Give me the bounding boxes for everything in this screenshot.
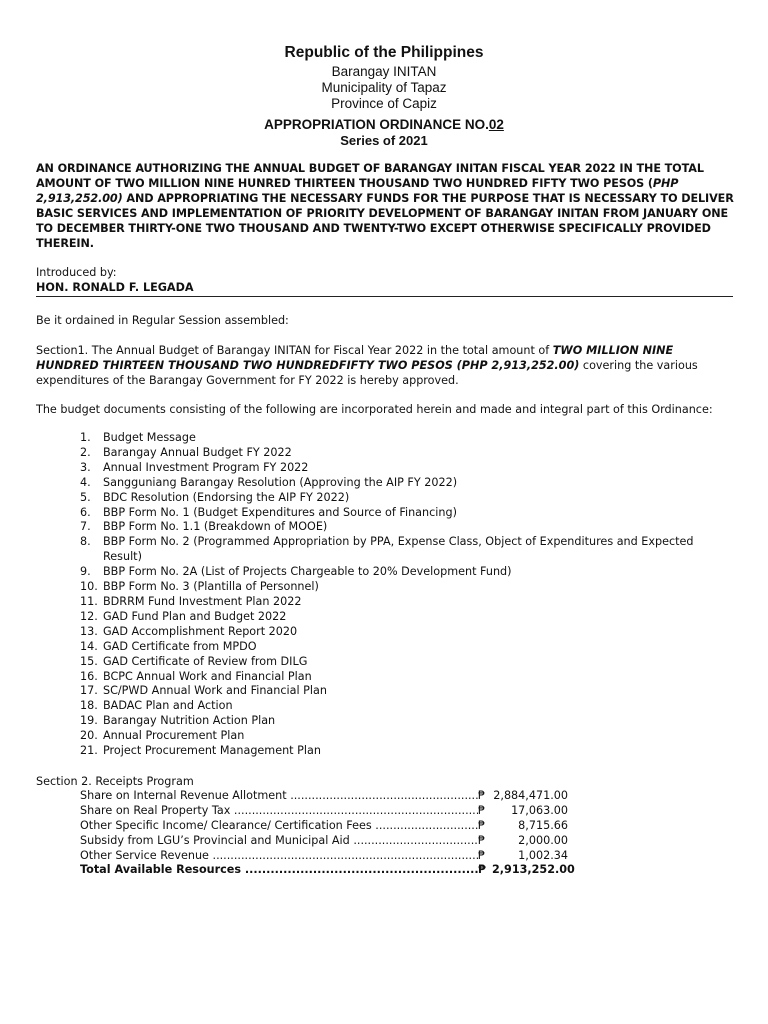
amount-value: 8,715.66	[518, 818, 568, 832]
peso-sign: ₱	[478, 818, 486, 832]
list-item-text: Barangay Annual Budget FY 2022	[103, 445, 292, 459]
ordinance-title	[0, 117, 768, 132]
section-1-text-2: covering the various expenditures of the Barangay Government for FY 2022 is hereby approved.	[36, 359, 698, 387]
receipts-row	[80, 849, 600, 864]
introduced-by-label: Introduced by:	[36, 266, 117, 279]
list-item-text: BBP Form No. 2 (Programmed Appropriation by PPA, Expense Class, Object of Expenditures and Expected Result)	[103, 535, 694, 564]
receipts-label: Other Specific Income/ Clearance/ Certification Fees .....	[80, 819, 480, 834]
document-list-item	[80, 684, 720, 699]
list-item-text: GAD Accomplishment Report 2020	[103, 624, 298, 638]
preamble-amount: PHP 2,913,252.00)	[36, 177, 679, 205]
province-heading: Province of Capiz	[331, 96, 437, 111]
receipts-total-row	[80, 863, 600, 878]
document-list-item	[80, 446, 720, 461]
amount-value: 2,913,252.00	[492, 863, 575, 877]
country-heading: Republic of the Philippines	[284, 44, 484, 61]
list-item-number: 14.	[80, 639, 98, 653]
ordained-statement: Be it ordained in Regular Session assembled:	[36, 314, 289, 327]
list-item-text: Budget Message	[103, 431, 196, 444]
ordinance-series: Series of 2021	[340, 133, 428, 148]
section-1-text-1: Section1. The Annual Budget of Barangay INITAN for Fiscal Year 2022 in the total amount of	[36, 344, 553, 357]
amount-value: 2,000.00	[518, 833, 568, 847]
list-item-text: SC/PWD Annual Work and Financial Plan	[103, 684, 327, 698]
document-list-item	[80, 431, 720, 446]
peso-sign: ₱	[478, 848, 486, 862]
document-list-item	[80, 729, 720, 744]
document-list-item	[80, 535, 720, 565]
list-item-text: BBP Form No. 2A (List of Projects Chargeable to 20% Development Fund)	[103, 565, 512, 579]
preamble-text-2: AND APPROPRIATING THE NECESSARY FUNDS FOR THE PURPOSE THAT IS NECESSARY TO DELIVER BASIC SERVICES AND IMPLEMENTATION OF PRIORITY DEVELOPMENT OF BARANGAY INITAN FROM JANUARY ONE TO DECEMBER THIRTY-ONE TWO THOUSAND AND TWENTY-TWO EXCEPT OTHERWISE SPECIFICALLY PROVIDED THEREIN.	[36, 192, 734, 250]
list-item-number: 10.	[80, 580, 98, 594]
list-item-number: 6.	[80, 505, 91, 519]
introduced-by-name: HON. RONALD F. LEGADA	[36, 281, 194, 294]
list-item-text: BBP Form No. 1.1 (Breakdown of MOOE)	[103, 520, 328, 534]
list-item-number: 19.	[80, 714, 98, 728]
document-list-item	[80, 595, 720, 610]
municipality-heading: Municipality of Tapaz	[321, 80, 447, 95]
receipts-amount	[478, 819, 574, 834]
receipts-label: Share on Real Property Tax .....	[80, 804, 480, 819]
list-item-number: 15.	[80, 654, 98, 668]
list-item-text: BADAC Plan and Action	[103, 699, 233, 713]
ordinance-number: 02	[488, 117, 504, 132]
list-item-text: Annual Procurement Plan	[103, 729, 245, 743]
barangay-heading: Barangay INITAN	[331, 64, 437, 79]
document-list-item	[80, 714, 720, 729]
list-item-text: Barangay Nutrition Action Plan	[103, 714, 276, 728]
receipts-label: Share on Internal Revenue Allotment .....	[80, 789, 480, 804]
section-1-amount-words: TWO MILLION NINE HUNDRED THIRTEEN THOUSAND TWO HUNDREDFIFTY TWO PESOS (PHP 2,913,252.00)	[36, 344, 674, 372]
list-item-text: BBP Form No. 3 (Plantilla of Personnel)	[103, 580, 319, 594]
list-item-number: 21.	[80, 744, 98, 758]
amount-value: 2,884,471.00	[493, 789, 568, 802]
list-item-text: BDRRM Fund Investment Plan 2022	[103, 594, 302, 608]
list-item-number: 20.	[80, 729, 98, 743]
document-list-item	[80, 640, 720, 655]
document-list-item	[80, 610, 720, 625]
document-list-item	[80, 491, 720, 506]
list-item-number: 18.	[80, 699, 98, 713]
peso-sign: ₱	[478, 863, 486, 877]
list-item-text: Project Procurement Management Plan	[103, 744, 321, 758]
receipts-label: Other Service Revenue .....	[80, 849, 480, 864]
receipts-amount	[478, 804, 574, 819]
receipts-amount	[478, 863, 574, 878]
budget-documents-intro: The budget documents consisting of the following are incorporated herein and made and integral part of this Ordinance:	[36, 403, 713, 416]
horizontal-divider	[36, 296, 733, 297]
list-item-text: GAD Fund Plan and Budget 2022	[103, 609, 287, 623]
list-item-number: 12.	[80, 609, 98, 623]
receipts-row	[80, 804, 600, 819]
receipts-row	[80, 819, 600, 834]
document-list-item	[80, 580, 720, 595]
receipts-row	[80, 834, 600, 849]
list-item-number: 16.	[80, 669, 98, 683]
list-item-text: BBP Form No. 1 (Budget Expenditures and Source of Financing)	[103, 505, 457, 519]
document-list-item	[80, 655, 720, 670]
document-list-item	[80, 699, 720, 714]
receipts-amount	[478, 849, 574, 864]
amount-value: 1,002.34	[518, 848, 568, 862]
list-item-number: 2.	[80, 445, 91, 459]
list-item-number: 17.	[80, 684, 98, 698]
receipts-amount	[478, 834, 574, 849]
list-item-text: GAD Certificate from MPDO	[103, 639, 257, 653]
peso-sign: ₱	[478, 803, 486, 817]
document-list-item	[80, 506, 720, 521]
preamble-text-1: AN ORDINANCE AUTHORIZING THE ANNUAL BUDGET OF BARANGAY INITAN FISCAL YEAR 2022 IN THE TOTAL AMOUNT OF TWO MILLION NINE HUNRED THIRTEEN THOUSAND TWO HUNDRED FIFTY TWO PESOS (	[36, 162, 704, 190]
list-item-number: 7.	[80, 520, 91, 534]
list-item-number: 3.	[80, 460, 91, 474]
list-item-text: Annual Investment Program FY 2022	[103, 460, 309, 474]
section-1-paragraph	[36, 343, 736, 388]
peso-sign: ₱	[478, 833, 486, 847]
document-list-item	[80, 461, 720, 476]
ordinance-preamble	[36, 161, 736, 251]
document-list-item	[80, 520, 720, 535]
document-list-item	[80, 670, 720, 685]
list-item-number: 5.	[80, 490, 91, 504]
document-list-item	[80, 476, 720, 491]
list-item-number: 13.	[80, 624, 98, 638]
ordinance-title-prefix: APPROPRIATION ORDINANCE NO.	[264, 117, 489, 132]
receipts-amount	[478, 789, 574, 804]
receipts-label: Subsidy from LGU’s Provincial and Municipal Aid .....	[80, 834, 480, 849]
receipts-row	[80, 789, 600, 804]
list-item-text: GAD Certificate of Review from DILG	[103, 654, 308, 668]
document-list-item	[80, 565, 720, 580]
document-list-item	[80, 744, 720, 759]
peso-sign: ₱	[478, 789, 486, 802]
list-item-number: 9.	[80, 565, 91, 579]
receipts-table	[80, 789, 600, 878]
budget-documents-list	[80, 431, 720, 759]
list-item-number: 8.	[80, 535, 91, 549]
list-item-text: Sangguniang Barangay Resolution (Approving the AIP FY 2022)	[103, 475, 458, 489]
amount-value: 17,063.00	[511, 803, 568, 817]
list-item-number: 1.	[80, 431, 91, 444]
document-list-item	[80, 625, 720, 640]
list-item-text: BDC Resolution (Endorsing the AIP FY 2022)	[103, 490, 350, 504]
section-2-title: Section 2. Receipts Program	[36, 775, 194, 788]
list-item-number: 11.	[80, 594, 98, 608]
receipts-label: Total Available Resources .....	[80, 863, 480, 878]
list-item-number: 4.	[80, 475, 91, 489]
list-item-text: BCPC Annual Work and Financial Plan	[103, 669, 312, 683]
